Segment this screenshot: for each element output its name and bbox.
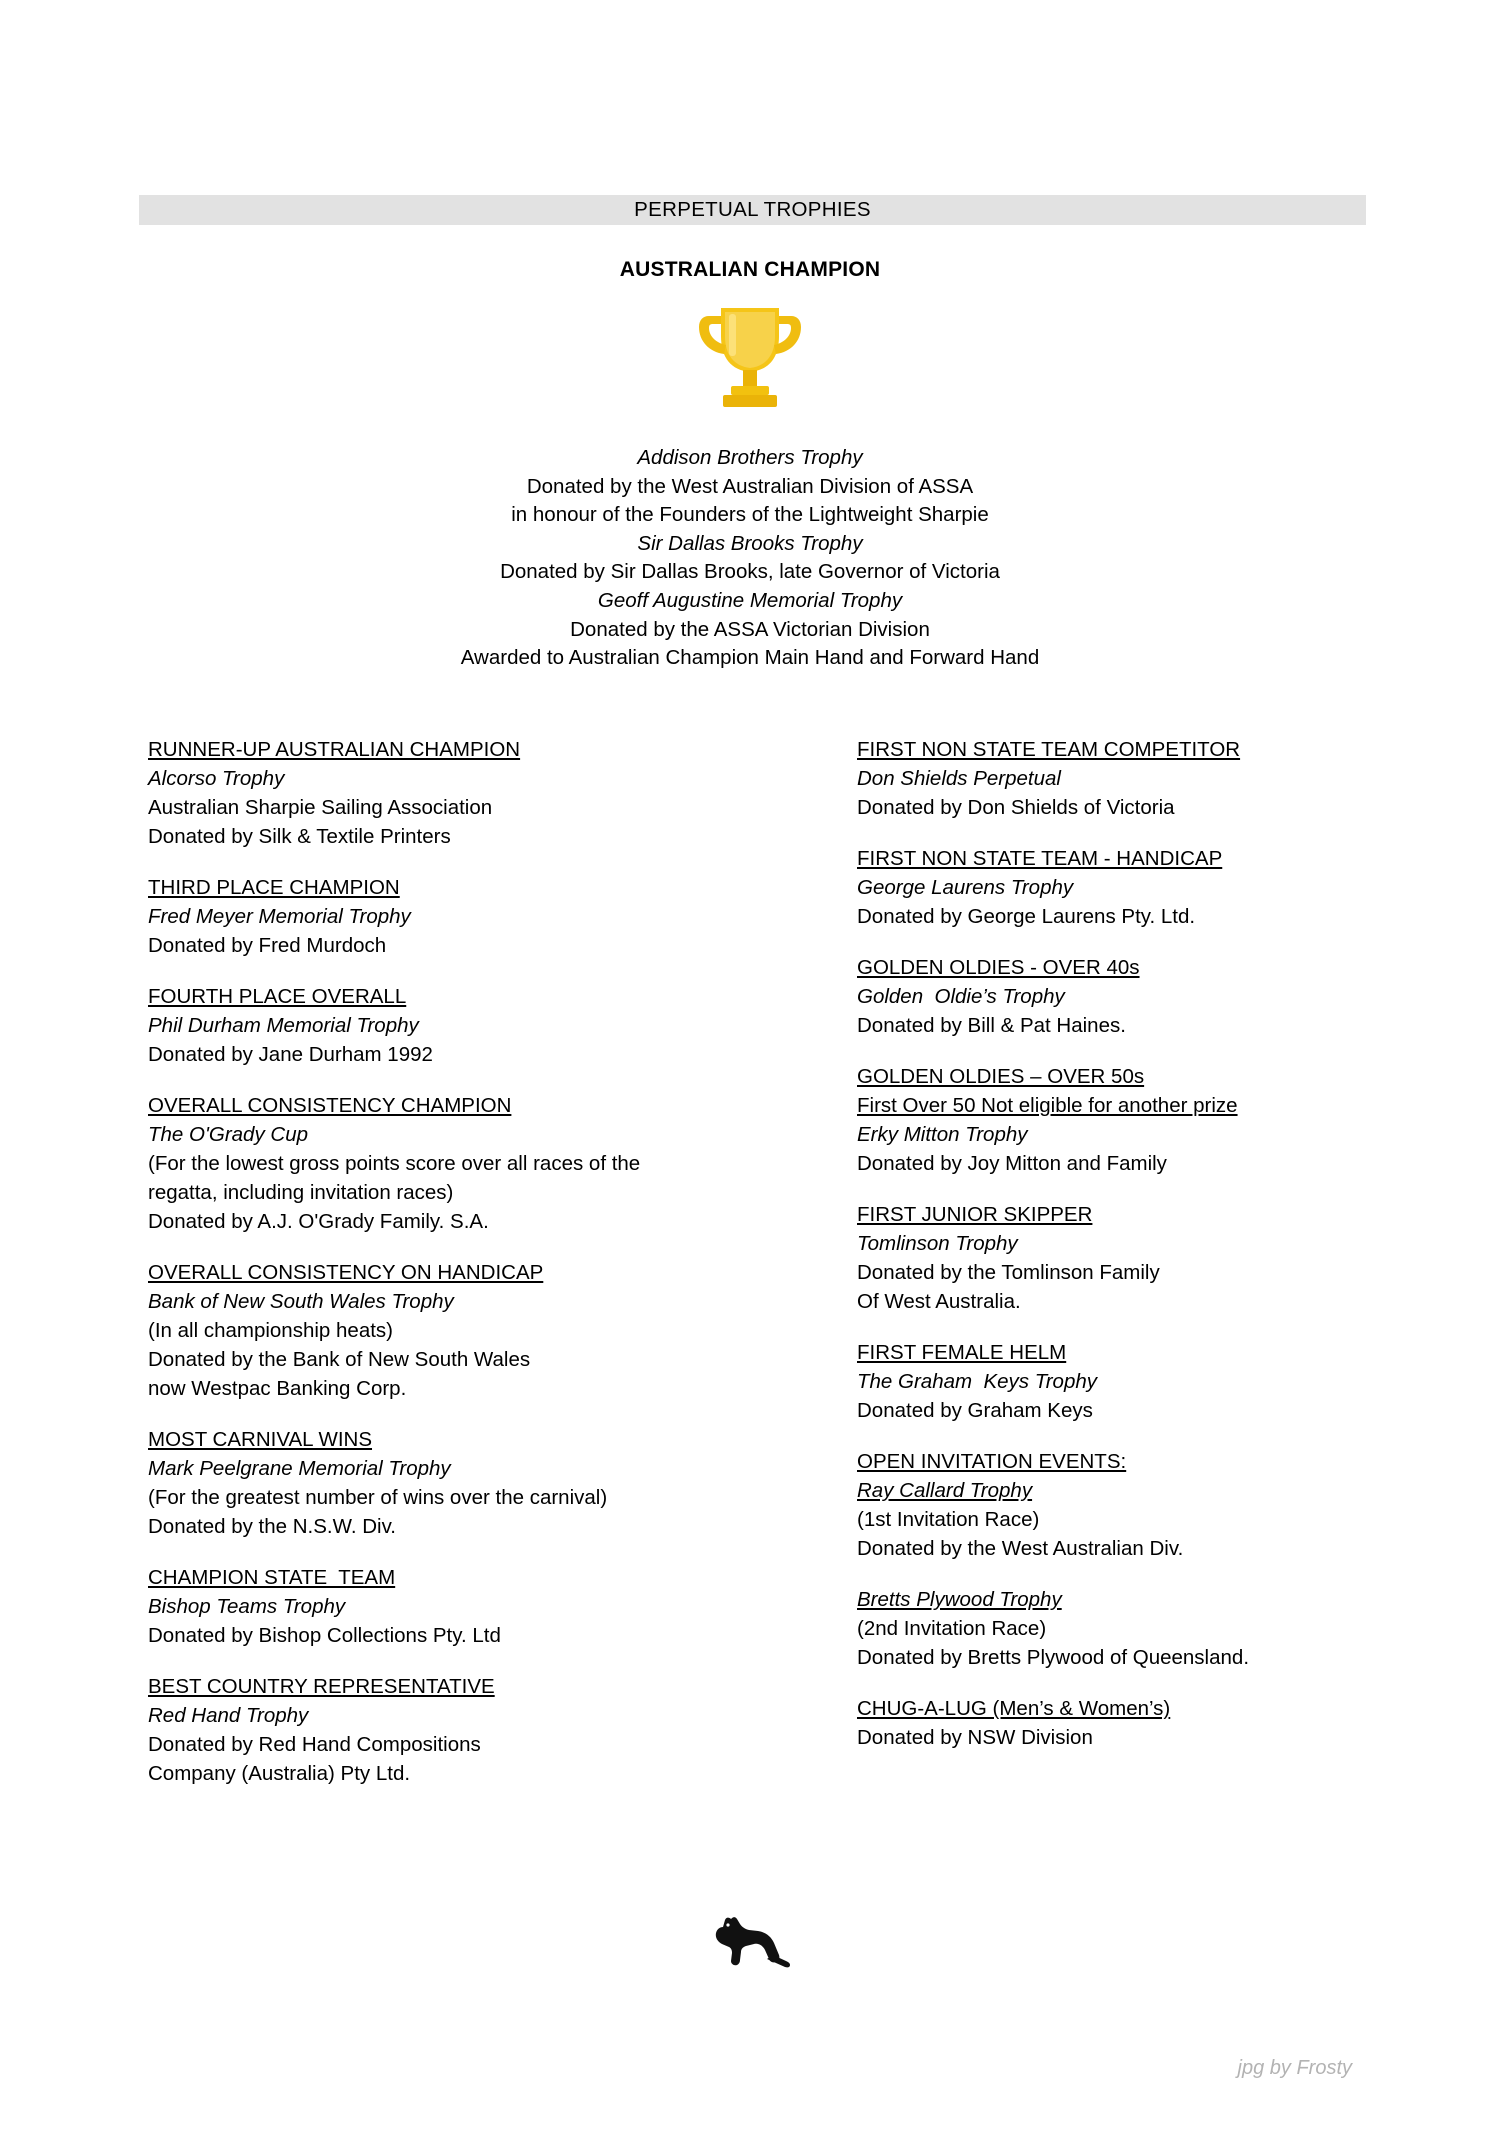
entry-line: First Over 50 Not eligible for another prize [857, 1094, 1238, 1117]
entry-line: Donated by the Tomlinson Family [857, 1261, 1160, 1284]
entry-heading: GOLDEN OLDIES – OVER 50s [857, 1065, 1145, 1088]
entry-line: Company (Australia) Pty Ltd. [148, 1762, 411, 1785]
page-banner [139, 195, 1366, 225]
credit-line: Donated by the ASSA Victorian Division [570, 617, 930, 641]
entry-heading: FIRST JUNIOR SKIPPER [857, 1203, 1093, 1226]
credit-line: in honour of the Founders of the Lightweight Sharpie [511, 503, 989, 527]
entry-line: Donated by the N.S.W. Div. [148, 1515, 397, 1538]
entry-heading: FIRST NON STATE TEAM COMPETITOR [857, 738, 1241, 761]
entry-heading: FIRST FEMALE HELM [857, 1341, 1067, 1364]
entry-line: Donated by NSW Division [857, 1726, 1093, 1749]
entry-line: (For the greatest number of wins over the carnival) [148, 1486, 608, 1509]
credits-block [0, 444, 1500, 673]
entry-line: The O'Grady Cup [148, 1123, 309, 1146]
entry-line: Of West Australia. [857, 1290, 1021, 1313]
entry-line: regatta, including invitation races) [148, 1181, 454, 1204]
trophy-entry [148, 735, 728, 851]
entry-heading: BEST COUNTRY REPRESENTATIVE [148, 1675, 495, 1698]
trophy-entry [857, 1447, 1437, 1563]
trophy-entry [148, 1425, 728, 1541]
entry-line: Donated by Jane Durham 1992 [148, 1043, 433, 1066]
trophy-entry [857, 1200, 1437, 1316]
entry-heading: MOST CARNIVAL WINS [148, 1428, 373, 1451]
entry-line: (1st Invitation Race) [857, 1508, 1040, 1531]
left-column [148, 735, 728, 1810]
entry-line: Donated by Graham Keys [857, 1399, 1093, 1422]
credit-line: Donated by the West Australian Division of ASSA [526, 474, 974, 498]
entry-line: Ray Callard Trophy [857, 1479, 1033, 1502]
entry-line: The Graham Keys Trophy [857, 1370, 1098, 1393]
entry-line: Donated by Don Shields of Victoria [857, 796, 1175, 819]
trophy-entry [148, 873, 728, 960]
entry-line: Don Shields Perpetual [857, 767, 1061, 790]
trophy-entry [148, 1563, 728, 1650]
footer-credit: jpg by Frosty [1237, 2057, 1352, 2079]
trophy-entry [857, 1585, 1437, 1672]
entry-line: Donated by Bishop Collections Pty. Ltd [148, 1624, 501, 1647]
entry-heading: CHUG-A-LUG (Men’s & Women’s) [857, 1697, 1171, 1720]
trophy-entry [857, 844, 1437, 931]
entry-heading: CHAMPION STATE TEAM [148, 1566, 396, 1589]
entry-heading: OVERALL CONSISTENCY ON HANDICAP [148, 1261, 544, 1284]
entry-line: (For the lowest gross points score over all races of the [148, 1152, 641, 1175]
trophy-entry [148, 982, 728, 1069]
entry-line: Erky Mitton Trophy [857, 1123, 1028, 1146]
entry-heading: THIRD PLACE CHAMPION [148, 876, 400, 899]
trophy-entry [857, 1338, 1437, 1425]
trophy-entry [857, 1062, 1437, 1178]
trophy-entry [148, 1672, 728, 1788]
entry-heading: GOLDEN OLDIES - OVER 40s [857, 956, 1140, 979]
credit-line: Donated by Sir Dallas Brooks, late Governor of Victoria [500, 560, 1000, 584]
entry-line: now Westpac Banking Corp. [148, 1377, 407, 1400]
entry-line: Donated by Silk & Textile Printers [148, 825, 451, 848]
entry-heading: OPEN INVITATION EVENTS: [857, 1450, 1127, 1473]
entry-heading: RUNNER-UP AUSTRALIAN CHAMPION [148, 738, 521, 761]
entry-line: Bank of New South Wales Trophy [148, 1290, 454, 1313]
entry-heading: FIRST NON STATE TEAM - HANDICAP [857, 847, 1223, 870]
entry-line: Golden Oldie’s Trophy [857, 985, 1065, 1008]
entry-line: (2nd Invitation Race) [857, 1617, 1047, 1640]
entry-line: Donated by A.J. O'Grady Family. S.A. [148, 1210, 489, 1233]
entry-heading: OVERALL CONSISTENCY CHAMPION [148, 1094, 512, 1117]
entry-line: Tomlinson Trophy [857, 1232, 1018, 1255]
entry-line: Red Hand Trophy [148, 1704, 309, 1727]
right-column [857, 735, 1437, 1774]
entry-line: Bishop Teams Trophy [148, 1595, 346, 1618]
entry-line: Donated by Red Hand Compositions [148, 1733, 481, 1756]
entry-line: (In all championship heats) [148, 1319, 393, 1342]
entry-heading: FOURTH PLACE OVERALL [148, 985, 407, 1008]
page-title: AUSTRALIAN CHAMPION [619, 258, 881, 281]
trophy-entry [857, 1694, 1437, 1752]
credit-line: Awarded to Australian Champion Main Hand and Forward Hand [460, 646, 1040, 670]
entry-line: George Laurens Trophy [857, 876, 1074, 899]
banner-title: PERPETUAL TROPHIES [634, 198, 871, 221]
trophy-entry [148, 1091, 728, 1236]
trophy-entry [857, 735, 1437, 822]
kangaroo-icon [0, 1915, 1500, 1978]
entry-line: Donated by Fred Murdoch [148, 934, 387, 957]
entry-line: Donated by George Laurens Pty. Ltd. [857, 905, 1196, 928]
credit-line: Addison Brothers Trophy [637, 446, 863, 469]
entry-line: Mark Peelgrane Memorial Trophy [148, 1457, 451, 1480]
entry-line: Bretts Plywood Trophy [857, 1588, 1062, 1611]
trophy-entry [148, 1258, 728, 1403]
entry-line: Phil Durham Memorial Trophy [148, 1014, 419, 1037]
trophy-icon [0, 300, 1500, 417]
entry-line: Donated by Joy Mitton and Family [857, 1152, 1167, 1175]
entry-line: Donated by the West Australian Div. [857, 1537, 1184, 1560]
trophy-entry [857, 953, 1437, 1040]
entry-line: Donated by Bretts Plywood of Queensland. [857, 1646, 1250, 1669]
entry-line: Alcorso Trophy [148, 767, 285, 790]
entry-line: Donated by Bill & Pat Haines. [857, 1014, 1126, 1037]
entry-line: Fred Meyer Memorial Trophy [148, 905, 411, 928]
entry-line: Australian Sharpie Sailing Association [148, 796, 493, 819]
credit-line: Geoff Augustine Memorial Trophy [597, 588, 903, 612]
credit-line: Sir Dallas Brooks Trophy [637, 531, 863, 555]
entry-line: Donated by the Bank of New South Wales [148, 1348, 531, 1371]
